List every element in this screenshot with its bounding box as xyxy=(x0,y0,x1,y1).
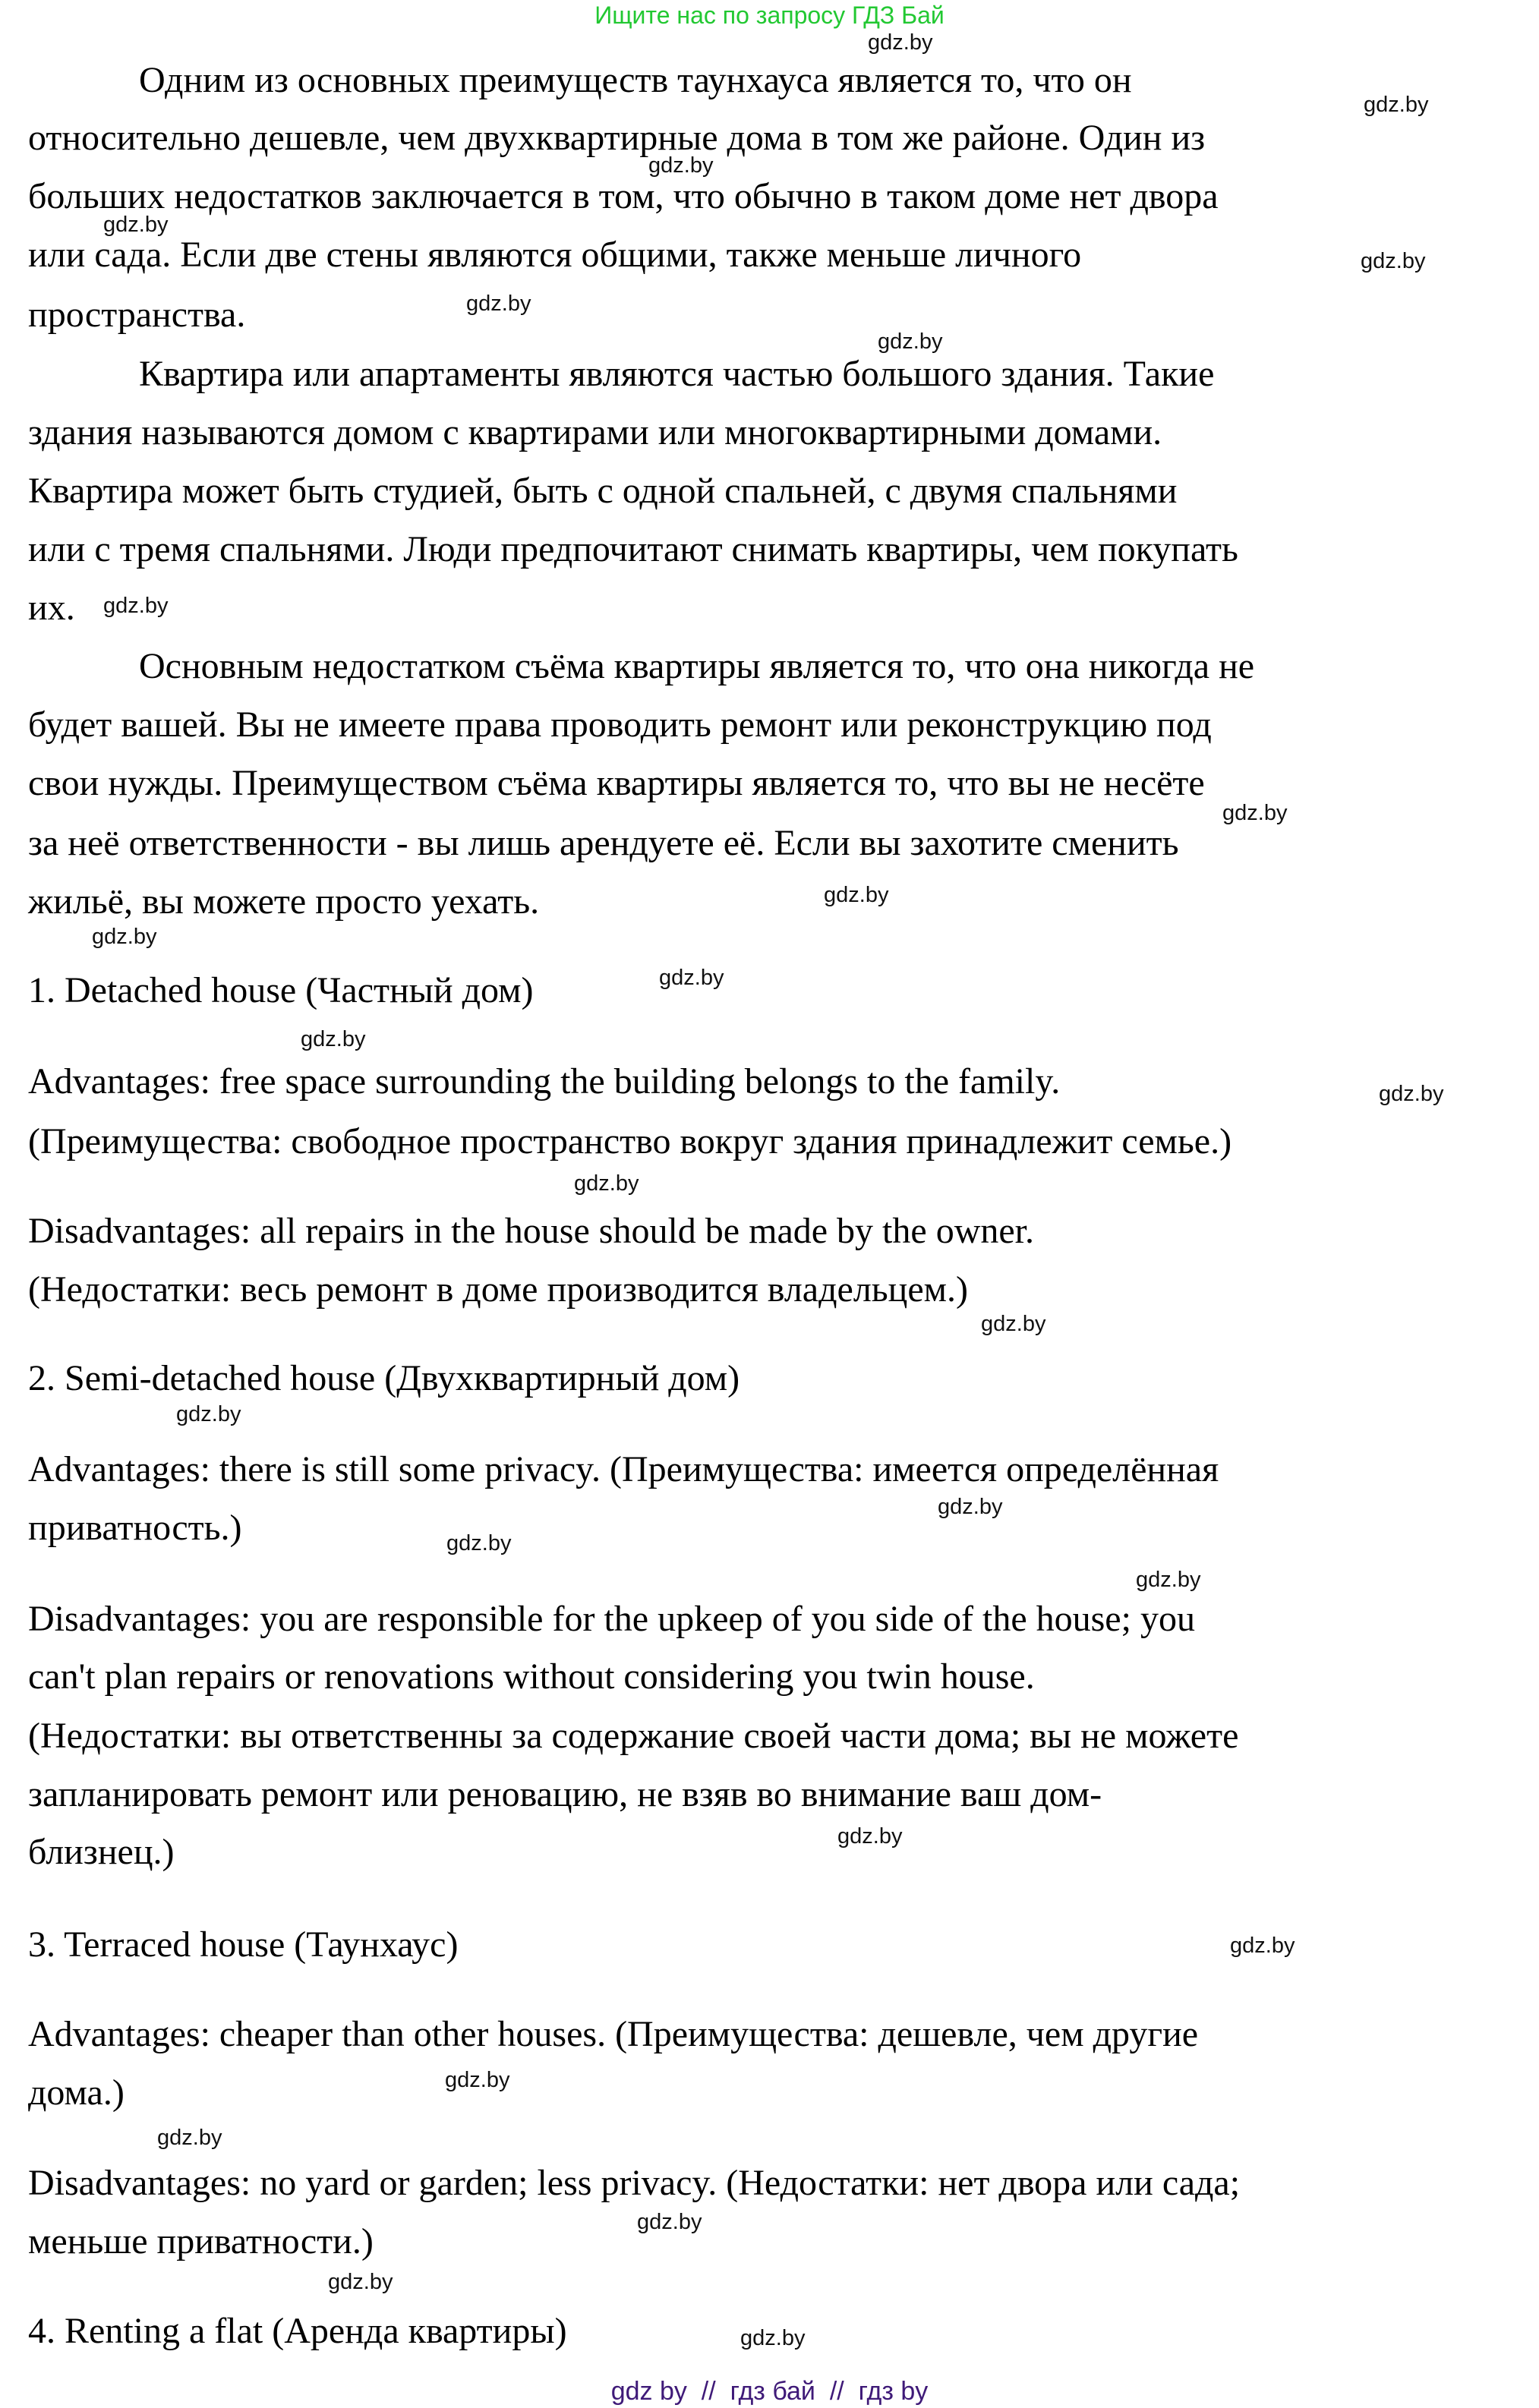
paragraph-2-line-3: Квартира может быть студией, быть с одной спальней, с двумя спальнями xyxy=(28,471,1178,511)
paragraph-3-line-4: за неё ответственности - вы лишь арендуете её. Если вы захотите сменить xyxy=(28,823,1179,863)
section-2-line-3: Disadvantages: you are responsible for the upkeep of you side of the house; you xyxy=(28,1599,1195,1639)
section-1-line-4: (Недостатки: весь ремонт в доме производится владельцем.) xyxy=(28,1269,969,1310)
watermark: gdz.by xyxy=(837,1824,903,1849)
section-1-title: 1. Detached house (Частный дом) xyxy=(28,970,534,1010)
paragraph-2-line-5: их. xyxy=(28,588,75,628)
watermark: gdz.by xyxy=(740,2326,806,2350)
watermark: gdz.by xyxy=(824,883,889,907)
watermark: gdz.by xyxy=(1136,1568,1201,1592)
paragraph-1-line-4: или сада. Если две стены являются общими, также меньше личного xyxy=(28,235,1082,275)
watermark: gdz.by xyxy=(157,2126,222,2150)
paragraph-2-line-1: Квартира или апартаменты являются частью большого здания. Такие xyxy=(139,354,1215,394)
watermark: gdz.by xyxy=(1230,1934,1295,1958)
site-links-footer[interactable]: gdz by // гдз бай // гдз by xyxy=(610,2377,929,2406)
watermark: gdz.by xyxy=(176,1402,241,1426)
watermark: gdz.by xyxy=(466,292,531,316)
section-2-line-1: Advantages: there is still some privacy. (Преимущества: имеется определённая xyxy=(28,1449,1219,1489)
section-2-title: 2. Semi-detached house (Двухквартирный дом) xyxy=(28,1358,740,1398)
section-3-line-1: Advantages: cheaper than other houses. (Преимущества: дешевле, чем другие xyxy=(28,2014,1199,2054)
search-banner[interactable]: Ищите нас по запросу ГДЗ Бай xyxy=(594,2,945,29)
watermark: gdz.by xyxy=(637,2210,702,2234)
watermark: gdz.by xyxy=(1379,1082,1444,1106)
section-1-line-3: Disadvantages: all repairs in the house should be made by the owner. xyxy=(28,1211,1034,1251)
paragraph-1-line-5: пространства. xyxy=(28,295,246,335)
paragraph-3-line-5: жильё, вы можете просто уехать. xyxy=(28,881,540,922)
section-1-line-2: (Преимущества: свободное пространство вокруг здания принадлежит семье.) xyxy=(28,1121,1232,1161)
watermark: gdz.by xyxy=(574,1171,639,1196)
section-2-line-7: близнец.) xyxy=(28,1832,175,1872)
section-1-line-1: Advantages: free space surrounding the building belongs to the family. xyxy=(28,1061,1061,1102)
section-3-line-2: дома.) xyxy=(28,2072,125,2113)
section-3-line-4: меньше приватности.) xyxy=(28,2221,374,2261)
watermark: gdz.by xyxy=(445,2068,510,2092)
watermark: gdz.by xyxy=(301,1027,366,1051)
watermark: gdz.by xyxy=(981,1312,1046,1336)
watermark: gdz.by xyxy=(659,966,724,990)
watermark: gdz.by xyxy=(878,329,943,354)
watermark: gdz.by xyxy=(92,925,157,949)
section-2-line-4: can't plan repairs or renovations without considering you twin house. xyxy=(28,1656,1035,1697)
watermark: gdz.by xyxy=(938,1495,1003,1519)
watermark: gdz.by xyxy=(648,153,714,178)
paragraph-2-line-2: здания называются домом с квартирами или многоквартирными домами. xyxy=(28,412,1162,452)
paragraph-1-line-3: больших недостатков заключается в том, что обычно в таком доме нет двора xyxy=(28,176,1219,216)
watermark: gdz.by xyxy=(328,2270,393,2294)
section-3-title: 3. Terraced house (Таунхаус) xyxy=(28,1924,459,1965)
paragraph-1-line-1: Одним из основных преимуществ таунхауса является то, что он xyxy=(139,60,1132,100)
paragraph-3-line-2: будет вашей. Вы не имеете права проводить ремонт или реконструкцию под xyxy=(28,704,1212,745)
section-2-line-5: (Недостатки: вы ответственны за содержание своей части дома; вы не можете xyxy=(28,1716,1239,1756)
paragraph-3-line-1: Основным недостатком съёма квартиры является то, что она никогда не xyxy=(139,646,1255,686)
watermark: gdz.by xyxy=(1364,93,1429,117)
section-4-title: 4. Renting a flat (Аренда квартиры) xyxy=(28,2311,567,2351)
watermark: gdz.by xyxy=(446,1531,512,1555)
section-3-line-3: Disadvantages: no yard or garden; less privacy. (Недостатки: нет двора или сада; xyxy=(28,2163,1241,2203)
watermark: gdz.by xyxy=(1222,801,1288,825)
watermark: gdz.by xyxy=(103,213,169,237)
watermark: gdz.by xyxy=(868,30,933,55)
watermark: gdz.by xyxy=(1361,249,1426,273)
paragraph-3-line-3: свои нужды. Преимуществом съёма квартиры является то, что вы не несёте xyxy=(28,763,1205,803)
watermark: gdz.by xyxy=(103,594,169,618)
paragraph-2-line-4: или с тремя спальнями. Люди предпочитают снимать квартиры, чем покупать xyxy=(28,529,1238,569)
section-2-line-2: приватность.) xyxy=(28,1508,242,1548)
section-2-line-6: запланировать ремонт или реновацию, не взяв во внимание ваш дом- xyxy=(28,1774,1102,1814)
paragraph-1-line-2: относительно дешевле, чем двухквартирные дома в том же районе. Один из xyxy=(28,118,1206,158)
